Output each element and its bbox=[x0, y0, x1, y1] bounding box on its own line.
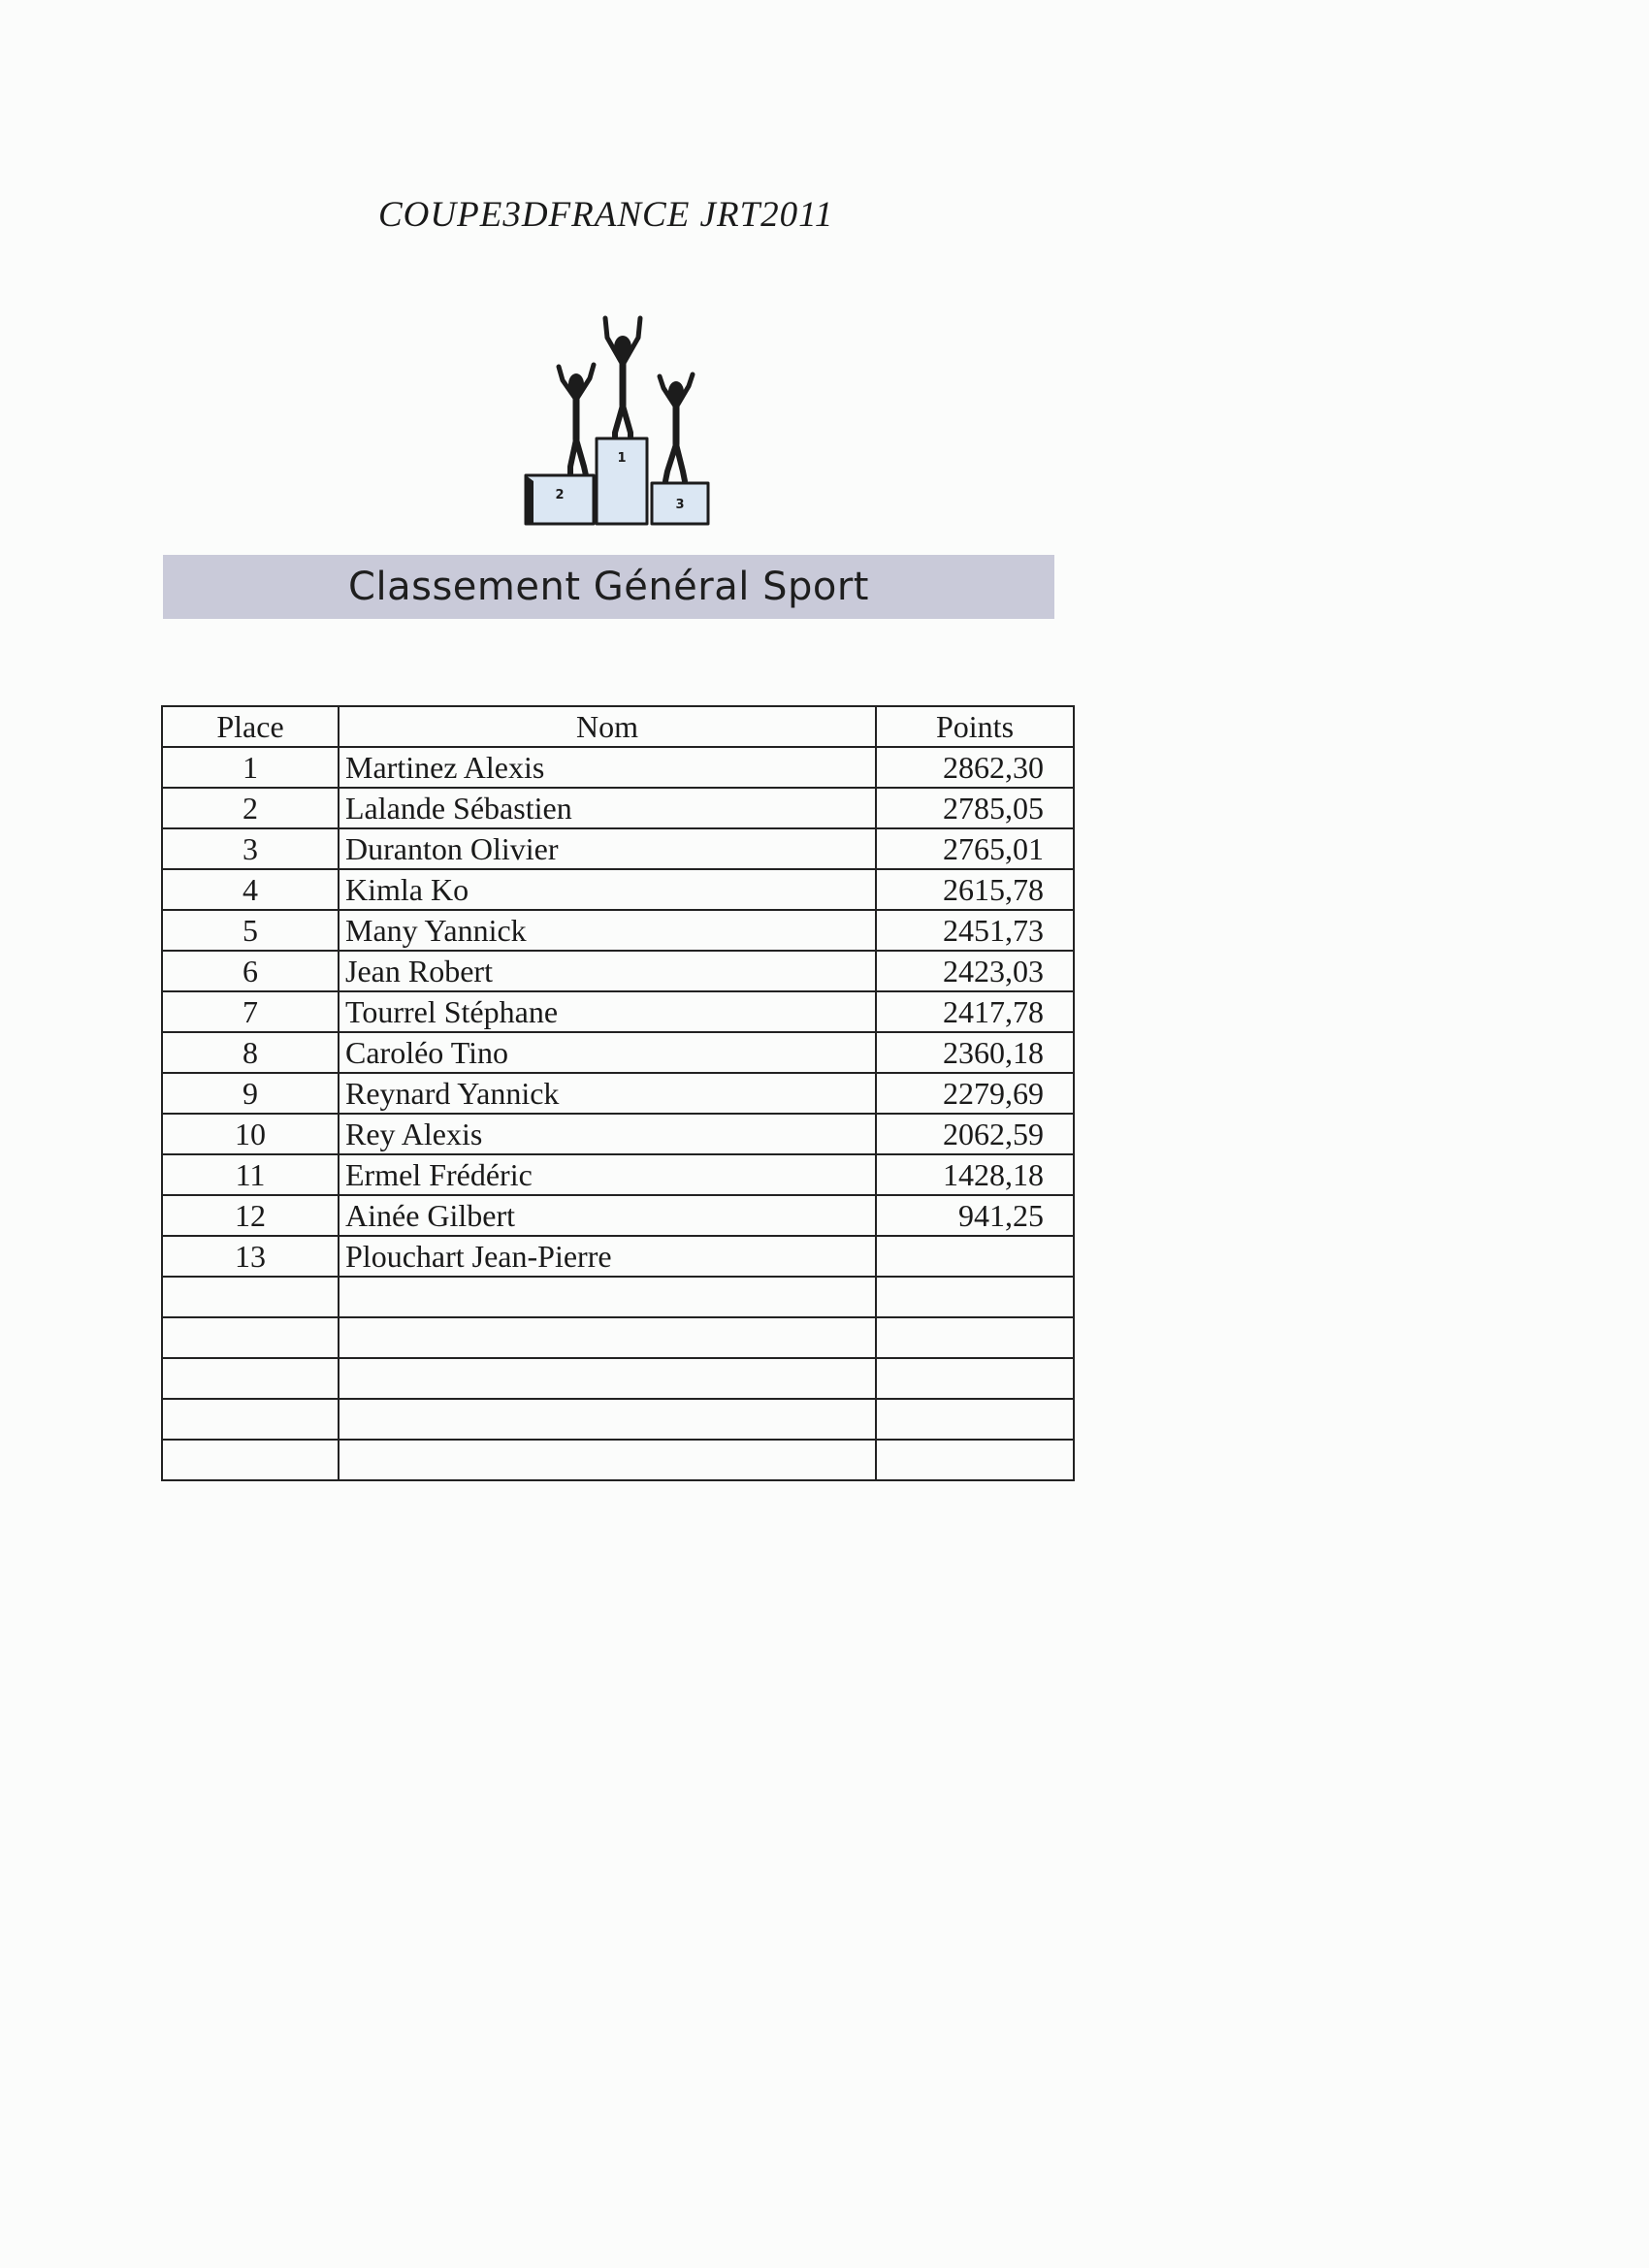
cell-place: 7 bbox=[162, 991, 339, 1032]
table-row bbox=[162, 1114, 1074, 1154]
cell-place bbox=[162, 1277, 339, 1317]
cell-nom bbox=[339, 1399, 876, 1440]
cell-place: 5 bbox=[162, 910, 339, 951]
cell-nom: Reynard Yannick bbox=[339, 1073, 876, 1114]
cell-points: 2451,73 bbox=[876, 910, 1074, 951]
cell-place: 4 bbox=[162, 869, 339, 910]
cell-nom: Ermel Frédéric bbox=[339, 1154, 876, 1195]
table-row bbox=[162, 1399, 1074, 1440]
table-header-row bbox=[162, 706, 1074, 747]
figure-second-icon bbox=[559, 365, 594, 475]
cell-points: 2765,01 bbox=[876, 828, 1074, 869]
cell-nom: Martinez Alexis bbox=[339, 747, 876, 788]
figure-first-icon bbox=[605, 318, 640, 437]
cell-nom bbox=[339, 1277, 876, 1317]
cell-place bbox=[162, 1317, 339, 1358]
cell-points: 1428,18 bbox=[876, 1154, 1074, 1195]
table-row bbox=[162, 828, 1074, 869]
cell-place: 1 bbox=[162, 747, 339, 788]
table-row bbox=[162, 869, 1074, 910]
cell-place: 6 bbox=[162, 951, 339, 991]
cell-nom: Lalande Sébastien bbox=[339, 788, 876, 828]
column-header-points: Points bbox=[876, 706, 1074, 747]
table-row bbox=[162, 1440, 1074, 1480]
cell-place: 12 bbox=[162, 1195, 339, 1236]
cell-place: 2 bbox=[162, 788, 339, 828]
cell-points bbox=[876, 1440, 1074, 1480]
cell-points bbox=[876, 1358, 1074, 1399]
cell-points: 2615,78 bbox=[876, 869, 1074, 910]
podium-step-first: 1 bbox=[617, 451, 627, 466]
cell-place: 8 bbox=[162, 1032, 339, 1073]
cell-place: 9 bbox=[162, 1073, 339, 1114]
cell-place bbox=[162, 1358, 339, 1399]
cell-place bbox=[162, 1440, 339, 1480]
podium-icon bbox=[514, 308, 728, 530]
table-row bbox=[162, 991, 1074, 1032]
ranking-table bbox=[161, 705, 1075, 1481]
cell-points: 2062,59 bbox=[876, 1114, 1074, 1154]
table-row bbox=[162, 951, 1074, 991]
table-row bbox=[162, 910, 1074, 951]
cell-nom: Rey Alexis bbox=[339, 1114, 876, 1154]
table-row bbox=[162, 1277, 1074, 1317]
cell-nom bbox=[339, 1358, 876, 1399]
column-header-place: Place bbox=[162, 706, 339, 747]
column-header-nom: Nom bbox=[339, 706, 876, 747]
cell-nom bbox=[339, 1317, 876, 1358]
podium-step-third: 3 bbox=[675, 498, 685, 512]
table-row bbox=[162, 1073, 1074, 1114]
cell-place: 13 bbox=[162, 1236, 339, 1277]
table-row bbox=[162, 747, 1074, 788]
cell-nom: Plouchart Jean-Pierre bbox=[339, 1236, 876, 1277]
cell-points bbox=[876, 1236, 1074, 1277]
cell-nom bbox=[339, 1440, 876, 1480]
cell-points: 2279,69 bbox=[876, 1073, 1074, 1114]
cell-place: 11 bbox=[162, 1154, 339, 1195]
banner-title: Classement Général Sport bbox=[348, 565, 869, 609]
ranking-body bbox=[162, 747, 1074, 1480]
table-row bbox=[162, 1195, 1074, 1236]
cell-nom: Many Yannick bbox=[339, 910, 876, 951]
cell-points: 941,25 bbox=[876, 1195, 1074, 1236]
cell-place: 10 bbox=[162, 1114, 339, 1154]
cell-points: 2417,78 bbox=[876, 991, 1074, 1032]
cell-place bbox=[162, 1399, 339, 1440]
cell-nom: Kimla Ko bbox=[339, 869, 876, 910]
cell-nom: Duranton Olivier bbox=[339, 828, 876, 869]
table-row bbox=[162, 1236, 1074, 1277]
cell-nom: Tourrel Stéphane bbox=[339, 991, 876, 1032]
table-row bbox=[162, 1358, 1074, 1399]
figure-third-icon bbox=[660, 374, 693, 481]
podium-step-second: 2 bbox=[555, 488, 565, 502]
cell-points: 2423,03 bbox=[876, 951, 1074, 991]
table-row bbox=[162, 1032, 1074, 1073]
cell-points bbox=[876, 1399, 1074, 1440]
cell-points bbox=[876, 1317, 1074, 1358]
cell-points: 2862,30 bbox=[876, 747, 1074, 788]
table-row bbox=[162, 1154, 1074, 1195]
cell-points: 2785,05 bbox=[876, 788, 1074, 828]
section-banner bbox=[163, 555, 1054, 619]
cell-points: 2360,18 bbox=[876, 1032, 1074, 1073]
table-row bbox=[162, 788, 1074, 828]
cell-nom: Caroléo Tino bbox=[339, 1032, 876, 1073]
cell-place: 3 bbox=[162, 828, 339, 869]
table-row bbox=[162, 1317, 1074, 1358]
cell-points bbox=[876, 1277, 1074, 1317]
page-title: COUPE3DFRANCE JRT2011 bbox=[378, 195, 834, 235]
cell-nom: Ainée Gilbert bbox=[339, 1195, 876, 1236]
cell-nom: Jean Robert bbox=[339, 951, 876, 991]
